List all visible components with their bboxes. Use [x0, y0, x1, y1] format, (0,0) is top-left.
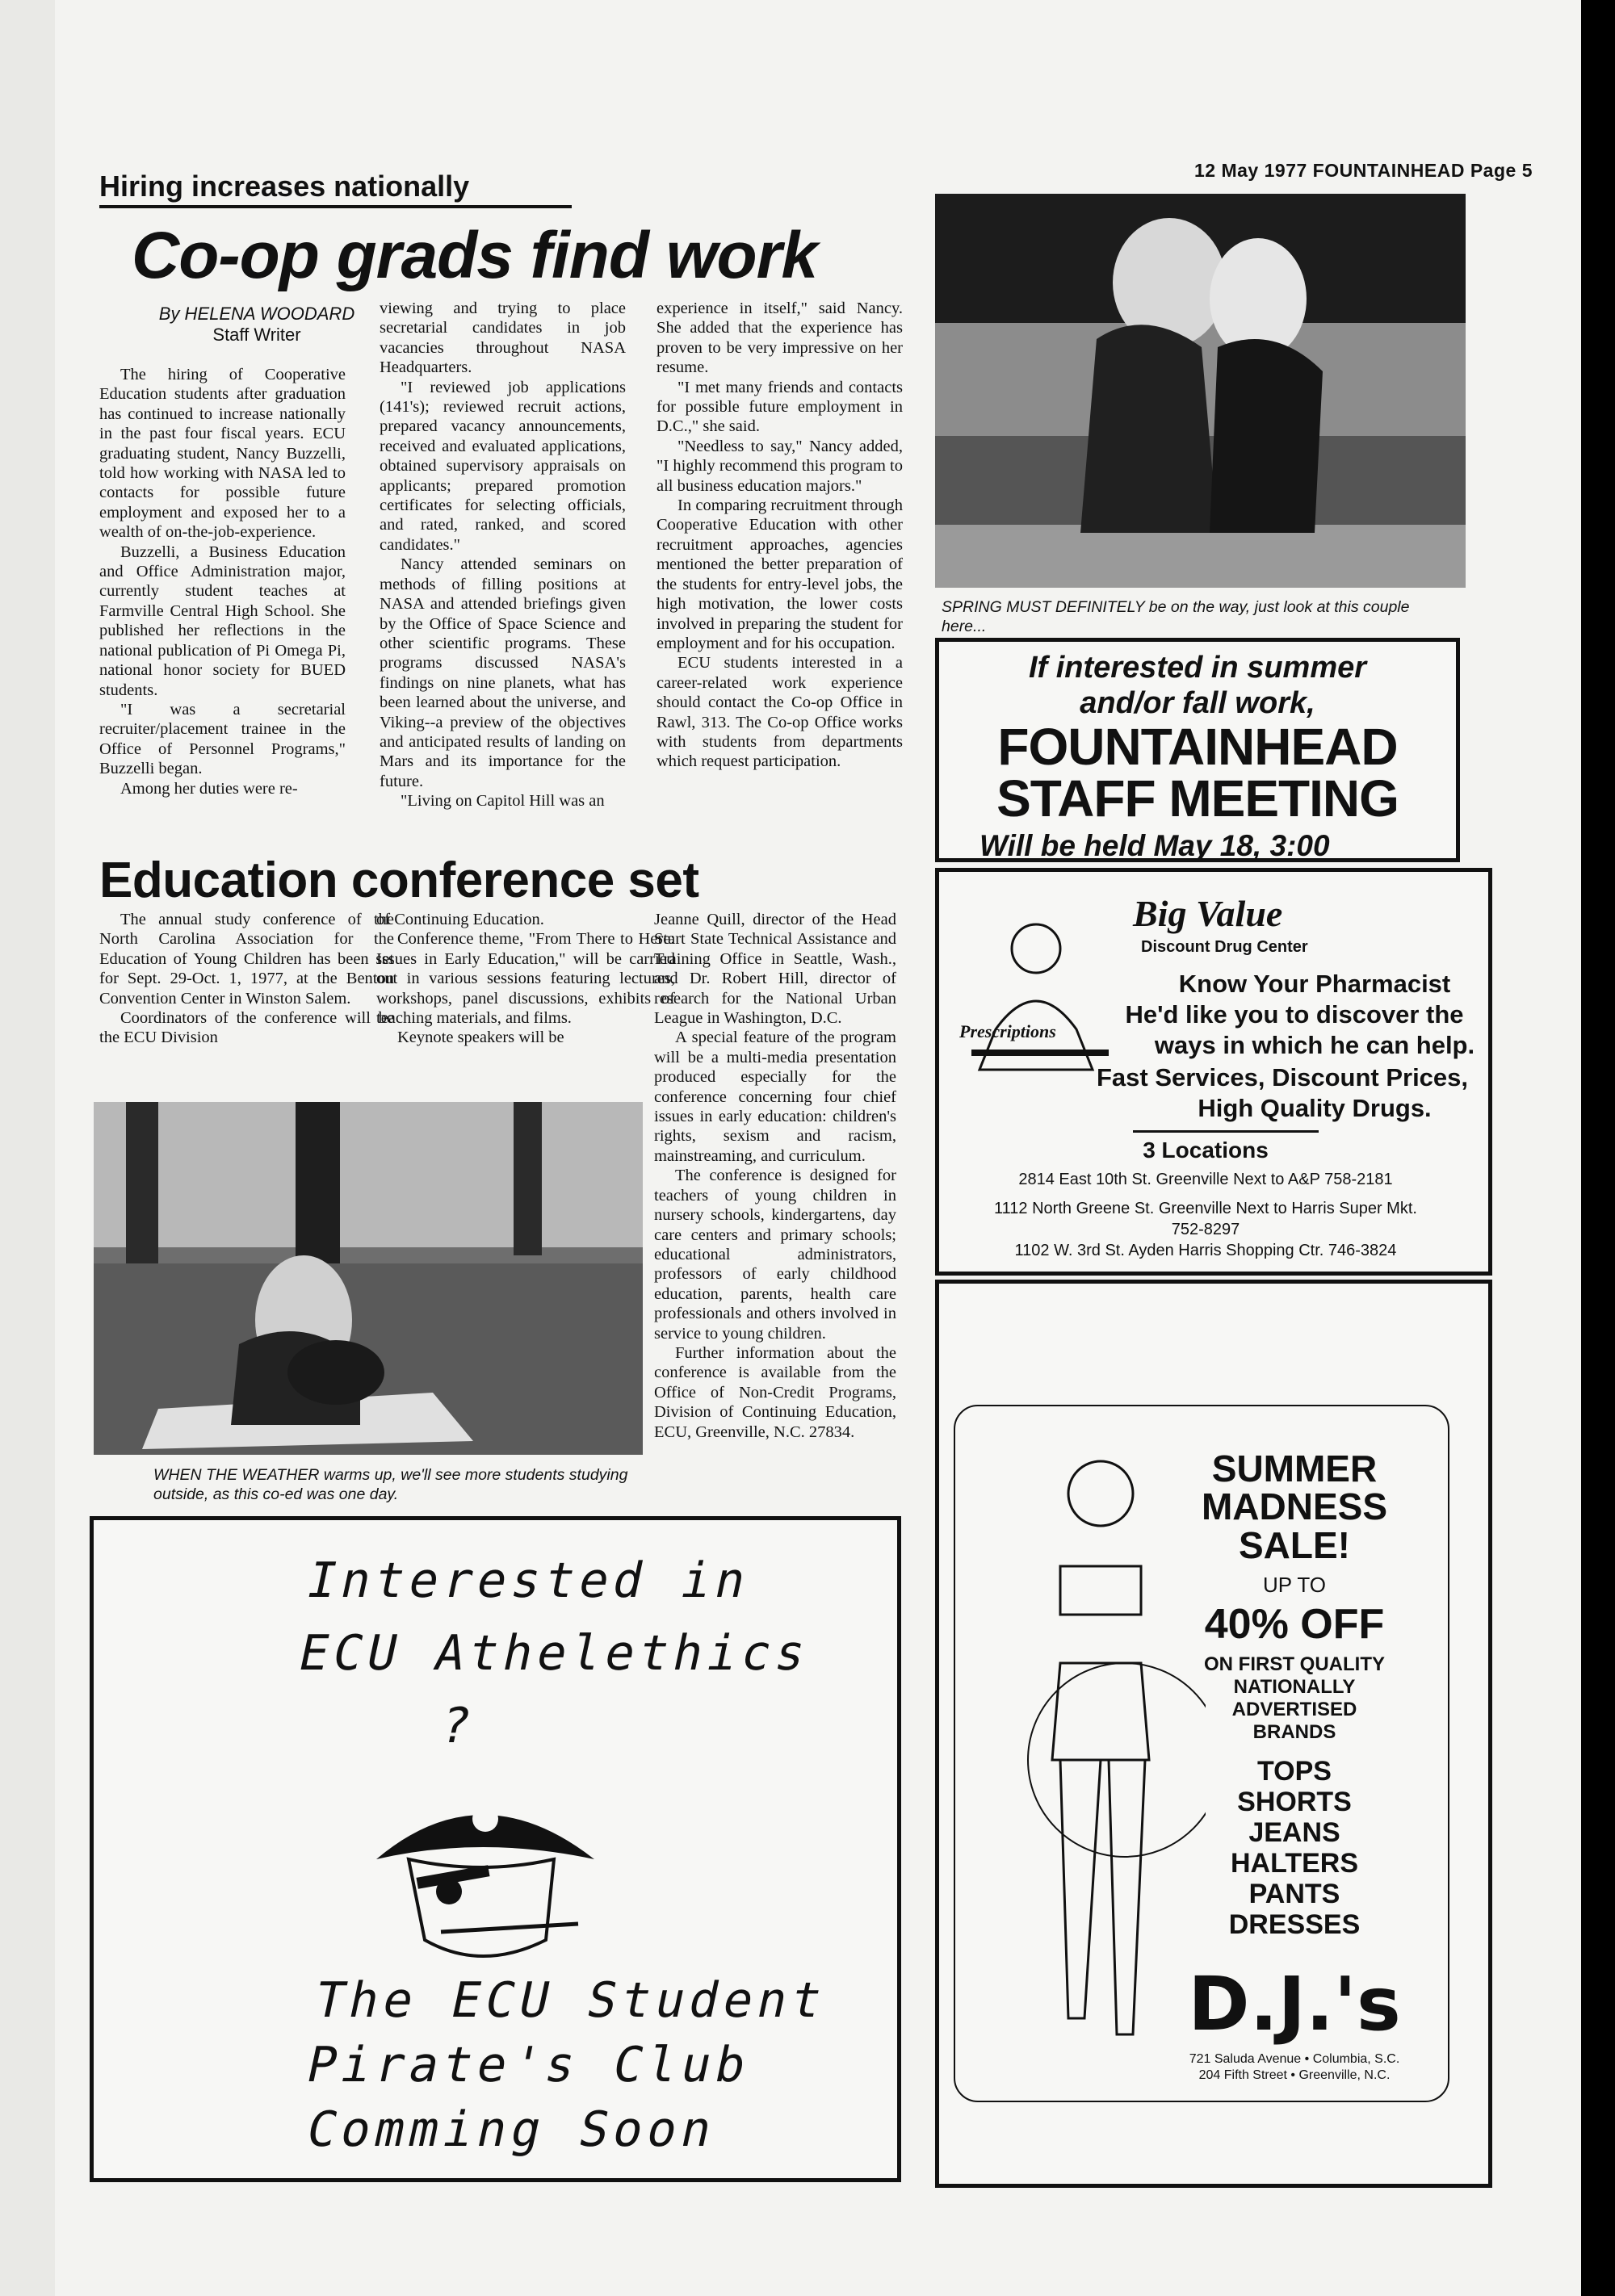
paragraph: viewing and trying to place secretarial candidates in job vacancies throughout NASA Headquarters.	[380, 300, 626, 377]
couple-photo	[935, 194, 1466, 588]
staff-ad-meeting: STAFF MEETING	[996, 769, 1399, 827]
sale-line-9: BRANDS	[1252, 1721, 1336, 1743]
tagline-3: ways in which he can help.	[1154, 1031, 1475, 1059]
story-kicker: Hiring increases nationally	[99, 170, 572, 208]
athletics-line-4: The ECU Student	[309, 1972, 833, 2029]
prescriptions-label: Prescriptions	[959, 1021, 1056, 1041]
big-value-subtitle: Discount Drug Center	[1141, 938, 1308, 956]
paragraph: Nancy attended seminars on methods of filling positions at NASA and attended briefings given by the Office of Space Science and other scientific programs. These programs discussed NASA's findings on nine planets, what has been learned about the universe, and Viking--a preview of the objectives and anticipated results of landing on Mars and its importance for the future.	[380, 555, 626, 790]
paragraph: Buzzelli, a Business Education and Office Administration major, currently student teaches at Farmville Central High School. She published her reflections in the national publication of Pi Omega Pi, national honor society for BUED students.	[99, 543, 346, 699]
paragraph: "I met many friends and contacts for possible future employment in D.C.," she said.	[656, 378, 903, 436]
location-1: 2814 East 10th St. Greenville Next to A&P 758-2181	[1018, 1171, 1393, 1188]
product-tops: TOPS	[1257, 1756, 1332, 1787]
student-photo-art	[94, 1102, 643, 1455]
story2-column-1	[99, 910, 394, 1048]
paragraph: Conference theme, "From There to Here: Issues in Early Education," will be carried out in various sessions featuring lectures, workshops, panel discussions, exhibits of teaching materials, and films.	[376, 930, 675, 1028]
paragraph: A special feature of the program will be a multi-media presentation produced especially for the conference concerning four chief issues in early education: children's rights, sexism and racism, mainstreaming, and curriculum.	[654, 1029, 896, 1165]
product-jeans: JEANS	[1248, 1817, 1340, 1848]
product-dresses: DRESSES	[1228, 1909, 1361, 1940]
previous-page-edge	[0, 0, 57, 2296]
dj-logo: D.J.'s	[1188, 1961, 1401, 2047]
paragraph: ECU students interested in a career-related work experience should contact the Co-op Office in Rawl, 313. The Co-op Office works with students from departments which request participation.	[656, 654, 903, 771]
product-halters: HALTERS	[1230, 1848, 1359, 1879]
education-headline: Education conference set	[99, 853, 699, 908]
story2-column-3	[654, 910, 896, 1442]
paragraph: Among her duties were re-	[120, 779, 298, 798]
location-2-phone: 752-8297	[1171, 1221, 1240, 1238]
tagline-1: Know Your Pharmacist	[1178, 970, 1451, 998]
story2-column-2	[376, 910, 675, 1048]
sale-line-7: NATIONALLY	[1233, 1676, 1356, 1698]
sale-line-6: ON FIRST QUALITY	[1204, 1653, 1385, 1675]
paragraph: Coordinators of the conference will be the ECU Division	[99, 1009, 394, 1047]
product-shorts: SHORTS	[1237, 1787, 1352, 1817]
byline-role: Staff Writer	[212, 325, 301, 345]
byline	[136, 304, 378, 346]
sale-line-8: ADVERTISED	[1231, 1699, 1357, 1720]
pharmacist-illustration	[955, 908, 1117, 1086]
paragraph: Keynote speakers will be	[397, 1029, 564, 1047]
athletics-line-5: Pirate's Club	[301, 2037, 757, 2093]
sale-word: SALE!	[1239, 1524, 1350, 1566]
paragraph: In comparing recruitment through Cooperative Education with other recruitment approaches, agencies mentioned the better preparation of the students for entry-level jobs, the high motivation, the lower costs involved in preparing the student for employment and for his occupation.	[656, 496, 903, 652]
staff-meeting-ad	[935, 638, 1460, 862]
staff-ad-date: Will be held May 18, 3:00	[979, 829, 1330, 862]
big-value-ad	[935, 868, 1492, 1276]
athletics-line-1: Interested in	[301, 1552, 757, 1609]
newspaper-page	[55, 0, 1581, 2296]
paragraph: of Continuing Education.	[376, 911, 544, 928]
paragraph: The annual study conference of the North Carolina Association for the Education of Young Children has been set for Sept. 29-Oct. 1, 1977, at the Benton Convention Center in Winston Salem.	[99, 911, 394, 1008]
story1-column-1	[99, 365, 346, 798]
athletics-line-6: Comming Soon	[301, 2101, 722, 2158]
dj-address-1: 721 Saluda Avenue • Columbia, S.C.	[1189, 2052, 1400, 2066]
athletics-line-3: ?	[434, 1698, 481, 1754]
couple-photo-art	[935, 194, 1466, 588]
staff-ad-fountainhead: FOUNTAINHEAD	[997, 718, 1398, 776]
location-3: 1102 W. 3rd St. Ayden Harris Shopping Ctr. 746-3824	[1014, 1242, 1397, 1259]
ecu-athletics-ad	[90, 1516, 901, 2182]
tagline-2: He'd like you to discover the	[1125, 1000, 1464, 1029]
paragraph: "I was a secretarial recruiter/placement trainee in the Office of Personnel Programs," Buzzelli began.	[99, 700, 346, 778]
big-value-logo: Big Value	[1133, 893, 1283, 934]
pirate-mascot-illustration	[360, 1762, 610, 1972]
byline-author: By HELENA WOODARD	[158, 304, 355, 324]
story1-column-3	[656, 299, 903, 772]
student-photo-caption: WHEN THE WEATHER warms up, we'll see more students studying outside, as this co-ed was one day.	[153, 1466, 628, 1503]
paragraph: The conference is designed for teachers of young children in nursery schools, kindergartens, day care centers and primary schools; educational administrators, professors of early childhood education, parents, health care professionals and others involved in service to young children.	[654, 1167, 896, 1343]
sale-percent-off: 40% OFF	[1204, 1601, 1385, 1648]
sale-summer: SUMMER	[1211, 1448, 1378, 1489]
paragraph: The hiring of Cooperative Education students after graduation has continued to increase nationally in the past four fiscal years. ECU graduating student, Nancy Buzzelli, told how working with NASA led to contacts for possible future employment and exposed her to a wealth of on-the-job-experience.	[99, 366, 346, 542]
couple-photo-caption: SPRING MUST DEFINITELY be on the way, just look at this couple here...	[942, 598, 1410, 635]
tagline-5: High Quality Drugs.	[1198, 1094, 1432, 1122]
dj-summer-sale-ad	[935, 1280, 1492, 2188]
paragraph: "Needless to say," Nancy added, "I highly recommend this program to all business education majors."	[656, 437, 903, 495]
paragraph: Further information about the conference is available from the Office of Non-Credit Programs, Division of Continuing Education, ECU, Greenville, N.C. 27834.	[654, 1343, 896, 1441]
paragraph: Jeanne Quill, director of the Head Start State Technical Assistance and Training Office in Seattle, Wash., and Dr. Robert Hill, director of research for the National Urban League in Washington, D.C.	[654, 911, 896, 1028]
page-folio: 12 May 1977 FOUNTAINHEAD Page 5	[1194, 160, 1533, 181]
locations-title: 3 Locations	[1143, 1138, 1269, 1163]
story1-column-2	[380, 299, 626, 811]
paragraph: experience in itself," said Nancy. She added that the experience has proven to be very impressive on her resume.	[656, 300, 903, 377]
location-2: 1112 North Greene St. Greenville Next to Harris Super Mkt.	[994, 1200, 1417, 1217]
paragraph: "I reviewed job applications (141's); reviewed recruit actions, prepared vacancy announcements, received and evaluated applications, obtained supervisory appraisals on applicants; prepared promotion certificates for selecting officials, and rated, ranked, and scored candidates."	[380, 378, 626, 554]
staff-ad-line-2: and/or fall work,	[1080, 686, 1315, 720]
dj-address-2: 204 Fifth Street • Greenville, N.C.	[1198, 2068, 1391, 2082]
tagline-4: Fast Services, Discount Prices,	[1096, 1063, 1469, 1091]
sale-madness: MADNESS	[1201, 1485, 1388, 1527]
student-photo	[94, 1102, 643, 1455]
paragraph: "Living on Capitol Hill was an	[401, 792, 605, 811]
story-headline: Co-op grads find work	[132, 219, 818, 292]
divider-rule	[1133, 1130, 1319, 1133]
staff-ad-line-1: If interested in summer	[1028, 651, 1367, 685]
product-pants: PANTS	[1248, 1879, 1340, 1909]
athletics-line-2: ECU Athelethics	[293, 1625, 816, 1682]
sale-up-to: UP TO	[1262, 1573, 1327, 1597]
